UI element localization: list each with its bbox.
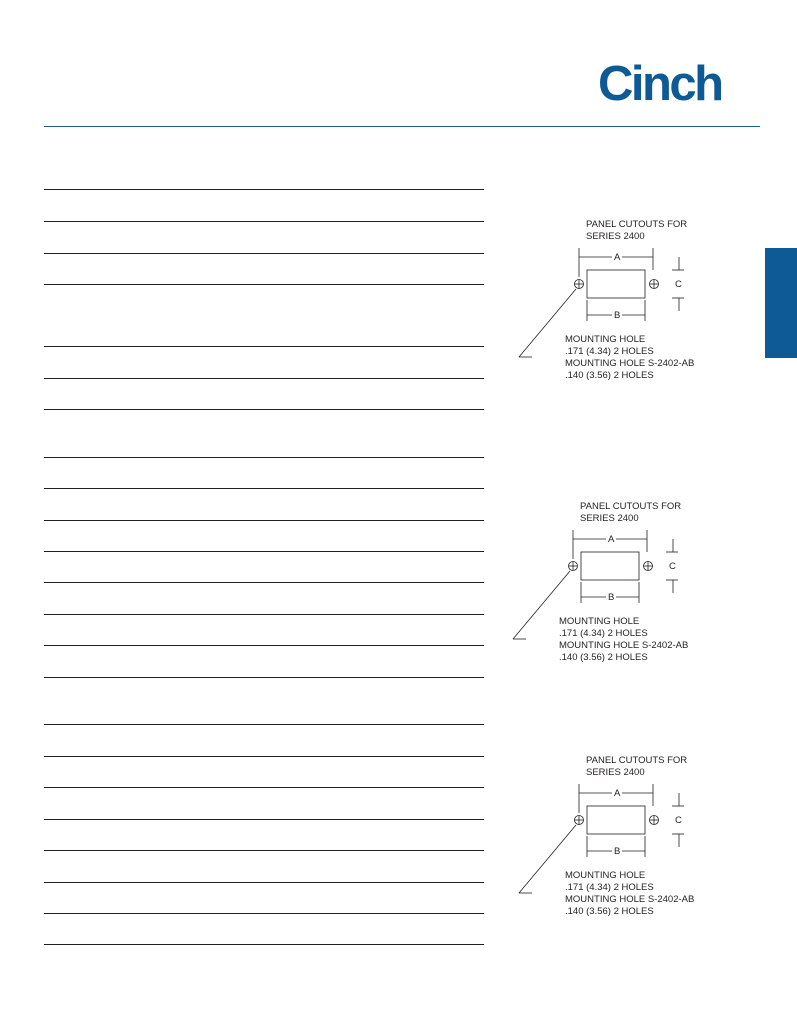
svg-text:B: B xyxy=(608,592,615,603)
svg-text:.140 (3.56) 2 HOLES: .140 (3.56) 2 HOLES xyxy=(565,906,654,917)
table-row-rule xyxy=(44,488,484,489)
table-row-rule xyxy=(44,787,484,788)
table-row-rule xyxy=(44,378,484,379)
section-side-tab xyxy=(765,248,797,358)
svg-text:MOUNTING HOLE: MOUNTING HOLE xyxy=(565,334,646,345)
svg-text:PANEL CUTOUTS FOR: PANEL CUTOUTS FOR xyxy=(586,219,688,230)
panel-cutout-diagram xyxy=(506,497,706,672)
svg-text:SERIES 2400: SERIES 2400 xyxy=(586,231,645,242)
cinch-logo: Cinch xyxy=(598,57,722,111)
svg-text:C: C xyxy=(669,561,676,572)
table-row-rule xyxy=(44,677,484,678)
table-row-rule xyxy=(44,614,484,615)
table-row-rule xyxy=(44,819,484,820)
table-row-rule xyxy=(44,253,484,254)
table-row-rule xyxy=(44,913,484,914)
svg-text:.171 (4.34) 2 HOLES: .171 (4.34) 2 HOLES xyxy=(559,628,648,639)
svg-text:A: A xyxy=(608,534,615,545)
table-row-rule xyxy=(44,346,484,347)
table-row-rule xyxy=(44,551,484,552)
svg-text:B: B xyxy=(614,846,621,857)
svg-text:.140 (3.56) 2 HOLES: .140 (3.56) 2 HOLES xyxy=(565,370,654,381)
svg-text:MOUNTING HOLE: MOUNTING HOLE xyxy=(559,616,640,627)
table-row-rule xyxy=(44,457,484,458)
table-row-rule xyxy=(44,724,484,725)
svg-text:SERIES 2400: SERIES 2400 xyxy=(580,513,639,524)
svg-text:C: C xyxy=(675,279,682,290)
table-row-rule xyxy=(44,409,484,410)
svg-text:.140 (3.56) 2 HOLES: .140 (3.56) 2 HOLES xyxy=(559,652,648,663)
svg-text:C: C xyxy=(675,815,682,826)
panel-cutout-diagram xyxy=(512,215,712,390)
table-row-rule xyxy=(44,756,484,757)
svg-text:.171 (4.34) 2 HOLES: .171 (4.34) 2 HOLES xyxy=(565,346,654,357)
svg-text:MOUNTING HOLE S-2402-AB: MOUNTING HOLE S-2402-AB xyxy=(565,358,695,369)
table-row-rule xyxy=(44,882,484,883)
panel-cutout-diagram xyxy=(512,751,712,926)
table-row-rule xyxy=(44,850,484,851)
svg-text:SERIES 2400: SERIES 2400 xyxy=(586,767,645,778)
svg-text:MOUNTING HOLE S-2402-AB: MOUNTING HOLE S-2402-AB xyxy=(565,894,695,905)
panel-cutout-drawing xyxy=(512,215,732,395)
svg-text:PANEL CUTOUTS FOR: PANEL CUTOUTS FOR xyxy=(580,501,682,512)
table-row-rule xyxy=(44,221,484,222)
panel-cutout-drawing xyxy=(506,497,726,677)
table-row-rule xyxy=(44,284,484,285)
table-row-rule xyxy=(44,189,484,190)
spec-table xyxy=(44,0,484,1033)
svg-text:A: A xyxy=(614,788,621,799)
svg-text:MOUNTING HOLE S-2402-AB: MOUNTING HOLE S-2402-AB xyxy=(559,640,689,651)
table-row-rule xyxy=(44,645,484,646)
panel-cutout-drawing xyxy=(512,751,732,931)
svg-text:A: A xyxy=(614,252,621,263)
svg-text:PANEL CUTOUTS FOR: PANEL CUTOUTS FOR xyxy=(586,755,688,766)
svg-text:B: B xyxy=(614,310,621,321)
table-row-rule xyxy=(44,520,484,521)
table-row-rule xyxy=(44,582,484,583)
svg-text:.171 (4.34) 2 HOLES: .171 (4.34) 2 HOLES xyxy=(565,882,654,893)
svg-text:MOUNTING HOLE: MOUNTING HOLE xyxy=(565,870,646,881)
table-row-rule xyxy=(44,944,484,945)
